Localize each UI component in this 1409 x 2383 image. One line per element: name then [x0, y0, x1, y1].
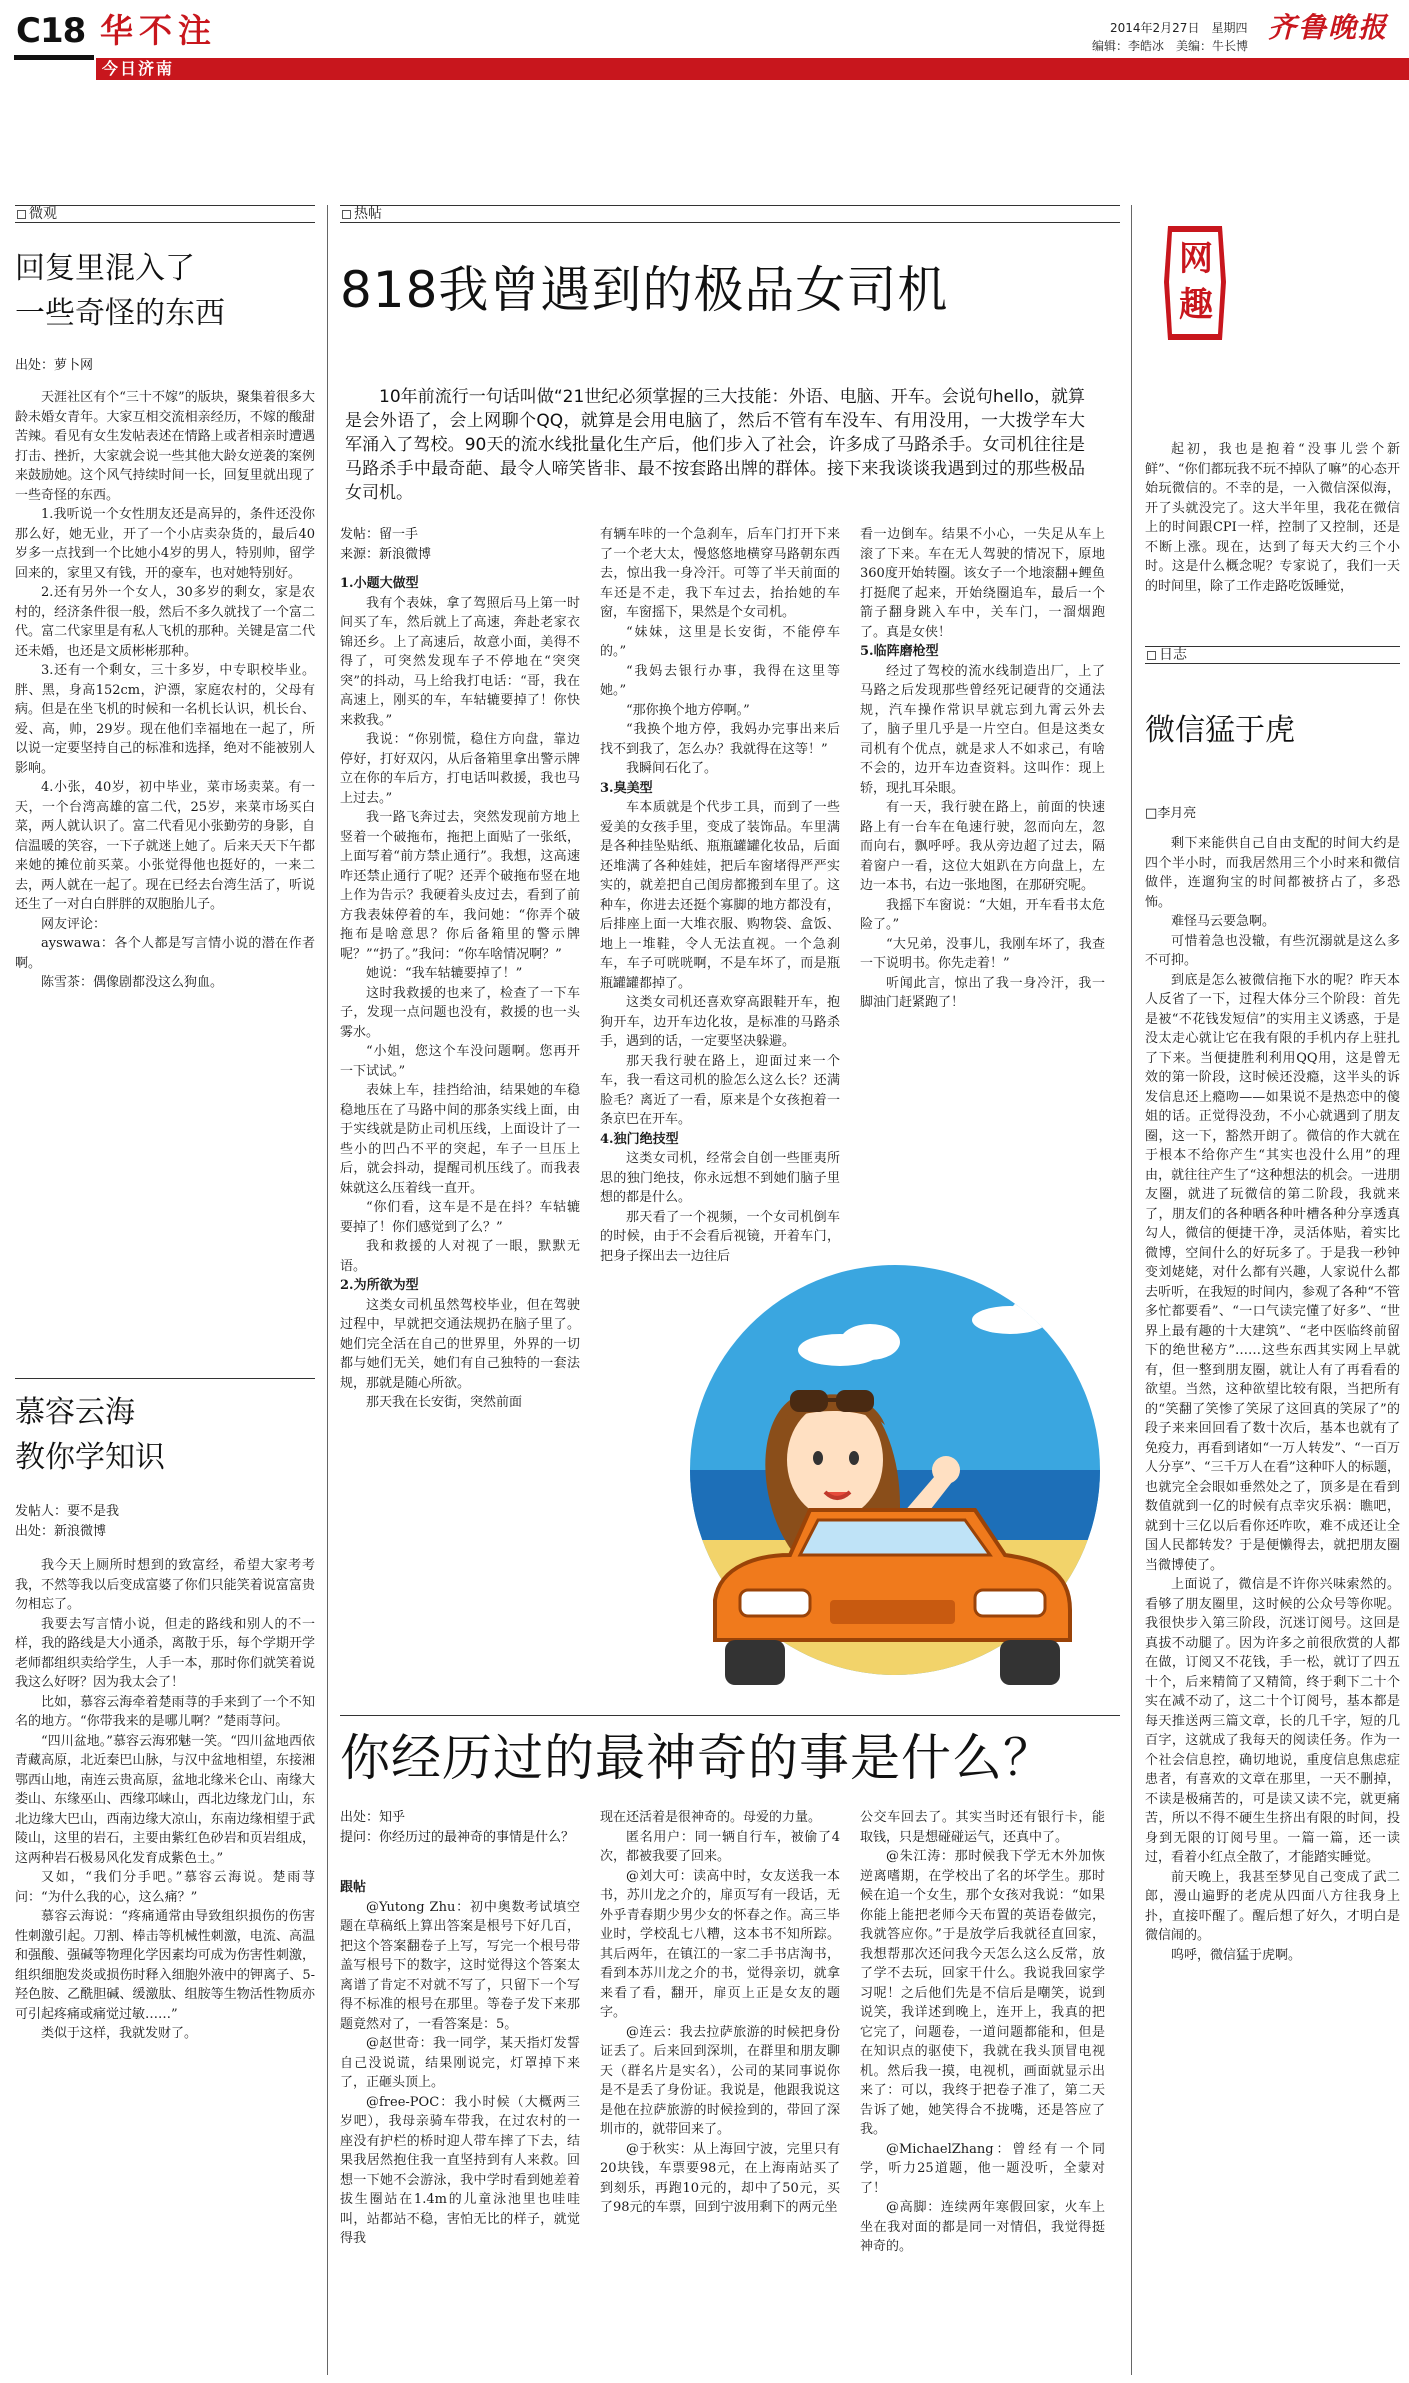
paragraph: 可惜着急也没辙，有些沉溺就是这么多不可抑。 — [1145, 933, 1400, 968]
paragraph: “四川盆地。”慕容云海邪魅一笑。“四川盆地西依青藏高原，北近秦巴山脉，与汉中盆地相望，东接湘鄂西山地，南连云贵高原，盆地北缘米仑山、南缘大娄山、东缘巫山、西缘邛崃山，西北边缘龙门山，东北边缘大巴山，西南边缘大凉山，东南边缘相望于武陵山，这里的岩石，主要由紫红色砂岩和页岩组成，这两种岩石极易风化发育成紫色土。” — [15, 1733, 315, 1866]
paragraph: 我和救援的人对视了一眼，默默无语。 — [340, 1239, 580, 1274]
header-red-bar — [96, 58, 1409, 80]
hot1-source: 来源：新浪微博 — [340, 547, 432, 562]
left-article1-source: 出处：萝卜网 — [15, 358, 94, 373]
paragraph: 这类女司机还喜欢穿高跟鞋开车，抱狗开车，边开车边化妆，是标准的马路杀手，遇到的话，一定要坚决躲避。 — [600, 995, 840, 1049]
hot1-column-3 — [860, 525, 1105, 1225]
paragraph: “我妈去银行办事，我得在这里等她。” — [600, 663, 840, 698]
paragraph: @MichaelZhang：曾经有一个同学，听力25道题，他一题没听，全蒙对了！ — [860, 2141, 1105, 2196]
paragraph: 我今天上厕所时想到的致富经，希望大家考考我，不然等我以后变成富婆了你们只能笑着说富富贵勿相忘了。 — [15, 1558, 315, 1612]
wangqu-badge-text: 网趣 — [1179, 239, 1213, 325]
paragraph: 匿名用户：同一辆自行车，被偷了4次，都被我要了回来。 — [600, 1829, 840, 1864]
paragraph: 她说：“我车轱辘要掉了！” — [366, 966, 523, 981]
paragraph: 2.为所欲为型 — [340, 1278, 419, 1293]
left-article2-title: 慕容云海 教你学知识 — [15, 1395, 165, 1475]
paragraph: 公交车回去了。其实当时还有银行卡，能取钱，只是想碰碰运气，还真中了。 — [860, 1810, 1105, 1845]
paragraph: @连云：我去拉萨旅游的时候把身份证丢了。后来回到深圳，在群里和朋友聊天（群名片是实名），公司的某同事说你是不是丢了身份证。我说是，他跟我说这是他在拉萨旅游的时候捡到的，带回了深圳市的，就带回来了。 — [600, 2024, 840, 2137]
right-column-label: 日志 — [1145, 646, 1400, 664]
paragraph: 前天晚上，我甚至梦见自己变成了武二郎，漫山遍野的老虎从四面八方往我身上扑，直接吓醒了。醒后想了好久，才明白是微信闹的。 — [1145, 1869, 1400, 1943]
paragraph: 网友评论： — [41, 916, 107, 932]
paragraph: 5.临阵磨枪型 — [860, 644, 939, 659]
paragraph: @刘大可：读高中时，女友送我一本书，苏川龙之介的，扉页写有一段话，无外乎青春期少男少女的怀春之作。高三毕业时，学校乱七八糟，这本书不知所踪。其后两年，在镇江的一家二手书店淘书，看到本苏川龙之介的书，觉得亲切，就拿来看了看，翻开，扉页上正是女友的题字。 — [600, 1868, 840, 2020]
paragraph: 有一天，我行驶在路上，前面的快速路上有一台车在龟速行驶，忽而向左，忽而向右，飘呼呼。我从旁边超了过去，隔着窗户一看，这位大姐趴在方向盘上，左边一本书，右边一张地图，在那研究呢。 — [860, 800, 1105, 893]
paragraph: @高脚：连续两年寒假回家，火车上坐在我对面的都是同一对情侣，我觉得挺神奇的。 — [860, 2200, 1105, 2254]
page-header — [0, 0, 1409, 82]
paragraph: 慕容云海说：“疼痛通常由导致组织损伤的伤害性刺激引起。刀割、棒击等机械性刺激，电流、高温和强酸、强碱等物理化学因素均可成为伤害性刺激，组织细胞发炎或损伤时释入细胞外液中的钾离子、5-羟色胺、乙酰胆碱、缓激肽、组胺等生物活性物质亦可引起疼痛或痛觉过敏……” — [15, 1909, 315, 2022]
center-column-label: 热帖 — [340, 205, 1120, 223]
paragraph: 那天看了一个视频，一个女司机倒车的时候，由于不会看后视镜，开着车门，把身子探出去一边往后 — [600, 1209, 840, 1264]
paragraph: @Yutong Zhu：初中奥数考试填空题在草稿纸上算出答案是根号下好几百，把这个答案翻卷子上写，写完一个根号带盖写根号下的数字，这时觉得这个答案太离谱了肯定不对就不写了，只留下一个写得不标准的根号在那里。等卷子发下来那题竟然对了，一看答案是：5。 — [340, 1899, 580, 2032]
paragraph: 2.还有另外一个女人，30多岁的剩女，家是农村的，经济条件很一般，然后不多久就找了一个富二代。富二代家里是有私人飞机的那种。关键是富二代还未婚，也还是文质彬彬那种。 — [15, 585, 315, 659]
paragraph: 表妹上车，挂挡给油，结果她的车稳稳地压在了马路中间的那条实线上面，由于实线就是防止司机压线，上面设计了一些小的凹凸不平的突起，车子一旦压上后，就会抖动，提醒司机压线了。而我表妹就这么压着线一直开。 — [340, 1083, 580, 1196]
column-divider-right — [1131, 205, 1132, 2375]
paragraph: 天涯社区有个“三十不嫁”的版块，聚集着很多大龄未婚女青年。大家互相交流相亲经历，不嫁的酸甜苦辣。看见有女生发帖表述在情路上或者相亲时遭遇打击、挫折，大家就会说一些其他大龄女逆袭的案例来鼓励她。这个风气持续时间一长，回复里就出现了一些奇怪的东西。 — [15, 390, 315, 503]
paragraph: 又如，“我们分手吧。”慕容云海说。楚雨荨问：“为什么我的心，这么痛？” — [15, 1870, 315, 1905]
paragraph: 经过了驾校的流水线制造出厂，上了马路之后发现那些曾经死记硬背的交通法规，汽车操作常识早就忘到九霄云外去了，脑子里几乎是一片空白。但是这类女司机有个优点，就是求人不如求己，有啥不会的，边开车边查资料。这叫作：现上轿，现扎耳朵眼。 — [860, 663, 1105, 796]
paragraph: 呜呼，微信猛于虎啊。 — [1171, 1947, 1302, 1963]
paragraph: 我要去写言情小说，但走的路线和别人的不一样，我的路线是大小通杀，离散于乐，每个学期开学老师都组织卖给学生，人手一本，那时你们就笑着说我这么好呀？因为我太会了！ — [15, 1616, 315, 1690]
paragraph: 我摇下车窗说：“大姐，开车看书太危险了。” — [860, 897, 1105, 932]
right-intro-body — [1145, 440, 1400, 605]
woman-driving-car-illustration — [640, 1170, 1120, 1710]
page-number: C18 — [16, 11, 86, 51]
paragraph: 3.还有一个剩女，三十多岁，中专职校毕业。胖、黑，身高152cm，沪漂，家庭农村的，父母有病。但是在坐飞机的时候和一名机长认识，机长台、爱、高，帅，29岁。现在他们幸福地在一起了，所以说一定要坚持自己的标准和选择，绝对不能被别人影响。 — [15, 663, 315, 776]
paragraph: @于秋实：从上海回宁波，完里只有20块钱，车票要98元，在上海南站买了到刻乐，再跑10元的，却中了50元，买了98元的车票，回到宁波用剩下的两元坐 — [600, 2141, 840, 2215]
paragraph: 1.小题大做型 — [340, 576, 419, 591]
paragraph: 4.独门绝技型 — [600, 1131, 679, 1147]
paragraph: 我说：“你别慌，稳住方向盘，靠边停好，打好双闪，从后备箱里拿出警示牌立在你的车后方，打电话叫救援，我也马上过去。” — [340, 732, 580, 806]
left-column-label: 微观 — [15, 205, 315, 223]
paragraph: 听闻此言，惊出了我一身冷汗，我一脚油门赶紧跑了！ — [860, 975, 1105, 1010]
paragraph: “小姐，您这个车没问题啊。您再开一下试试。” — [340, 1044, 580, 1079]
paragraph: 车本质就是个代步工具，而到了一些爱美的女孩手里，变成了装饰品。车里满是各种挂坠贴纸、瓶瓶罐罐化妆品，后面还堆满了各种娃娃，把后车窗堵得严严实实的，就差把自己闺房都搬到车里了。这种车，你进去还挺个寡脚的地方都没有，后排座上面一大堆衣服、购物袋、盒饭、地上一堆鞋，令人无法直视。一个急刹车，车子可咣咣啊，不是车坏了，而是瓶瓶罐罐都掉了。 — [600, 800, 840, 991]
paragraph: 那天我在长安街，突然前面 — [366, 1395, 523, 1410]
paragraph: @free-POC：我小时候（大概两三岁吧），我母亲骑车带我，在过农村的一座没有护栏的桥时迎人带车摔了下去，结果我居然抱住我一直坚持到有人来救。回想一下她不会游泳，我中学时看到她差着拔生圈站在1.4m的儿童泳池里也哇哇叫，站都站不稳，害怕无比的样子，就觉得我 — [340, 2094, 580, 2246]
left-article2-source: 出处：新浪微博 — [15, 1524, 107, 1539]
paragraph: 类似于这样，我就发财了。 — [41, 2026, 198, 2041]
page-number-rule — [14, 55, 94, 60]
paragraph: 这类女司机，经常会自创一些匪夷所思的独门绝技，你永远想不到她们脑子里想的都是什么。 — [600, 1151, 840, 1205]
hot1-column-1 — [340, 574, 580, 1694]
paragraph: @朱江涛：那时候我下学无木外加恢逆离嗜期，在学校出了名的坏学生。那时候在追一个女生，那个女孩对我说：“如果你能上能把老师今天布置的英语卷做完，我就答应你。”于是放学后我就径直回家，我想帮那次还问我今天怎么这么反常，放了学不去玩，回家干什么。我说我回家学习呢！之后他们先是不信后是嘲笑，说到说笑，我详述到晚上，连开上，我真的把它完了，问题卷，一道问题都能和，但是在知识点的驱使下，我就在我头顶冒电视机。然后我一摸，电视机，画面就显示出来了：可以，我终于把卷子准了，第二天告诉了她，她笑得合不拢嘴，还是答应了我。 — [860, 1849, 1105, 2137]
hot1-poster: 发帖：留一手 — [340, 527, 419, 542]
paragraph: 我一路飞奔过去，突然发现前方地上竖着一个破拖布，拖把上面贴了一张纸，上面写着“前方禁止通行”。我想，这高速咋还禁止通行了呢？还弄个破拖布竖在地上作为告示？我硬着头皮过去，看到了前方我表妹停着的车，我问她：“你弄个破拖布是啥意思？你后备箱里的警示牌呢？”“扔了。”我问：“你车啥情况啊？” — [340, 810, 580, 962]
paragraph: 上面说了，微信是不许你兴味索然的。看够了朋友圈里，这时候的公众号等你呢。我很快步入第三阶段，沉迷订阅号。这回是真拔不动腿了。因为许多之前很欣赏的人都在做，订阅又不花钱，手一松，就订了四五十个，后来精简了又精简，终于剩下二十个实在减不动了，这二十个订阅号，基本都是每天推送两三篇文章，长的几千字，短的几百字，这就成了我每天的阅读任务。作为一个社会信息控，确切地说，重度信息焦虑症患者，有喜欢的文章在那里，一天不删掉，不读是极痛苦的，可是读又读不完，就更痛苦，所以不得不硬生生挤出有限的时间，投身到无限的订阅号里。一篇一篇，还一读过，看着小红点全散了，才能踏实睡觉。 — [1145, 1577, 1400, 1865]
newspaper-logo: 齐鲁晚报 — [1268, 11, 1389, 44]
paragraph: 3.臭美型 — [600, 780, 653, 796]
paragraph: “妹妹，这里是长安街，不能停车的。” — [600, 624, 840, 659]
paragraph: “我换个地方停，我妈办完事出来后找不到我了，怎么办？我就得在这等！” — [600, 722, 840, 757]
paragraph: “那你换个地方停啊。” — [626, 702, 750, 718]
paragraph: 我瞬间石化了。 — [626, 761, 718, 776]
paragraph: 这类女司机虽然驾校毕业，但在驾驶过程中，早就把交通法规扔在脑子里了。她们完全活在自己的世界里，外界的一切都与她们无关，她们有自己独特的一套法规，那就是随心所欲。 — [340, 1297, 580, 1391]
column-divider-left — [327, 205, 328, 2375]
paragraph: 陈雪茶：偶像剧都没这么狗血。 — [41, 975, 224, 990]
paragraph: 4.小张，40岁，初中毕业，菜市场卖菜。有一天，一个台湾高雄的富二代，25岁，来菜市场买白菜，两人就认识了。富二代看见小张勤劳的身影，自信温暖的笑容，一下子就迷上她了。后来天天下午都来她的摊位前买菜。小张觉得他也挺好的，一来二去，两人就在一起了。现在已经去台湾生活了，听说还生了一对白白胖胖的双胞胎儿子。 — [15, 780, 315, 912]
left-divider — [15, 1378, 315, 1379]
section-title: 华不注 — [100, 11, 217, 50]
hot2-question: 提问：你经历过的最神奇的事情是什么？ — [340, 1830, 575, 1845]
hot2-source: 出处：知乎 — [340, 1810, 406, 1825]
hot1-intro: 10年前流行一句话叫做“21世纪必须掌握的三大技能：外语、电脑、开车。会说句hello，就算是会外语了，会上网聊个QQ，就算是会用电脑了，然后不管有车没车、有用没用，一大拨学车大军涌入了驾校。90天的流水线批量化生产后，他们步入了社会，许多成了马路杀手。女司机往往是马路杀手中最奇葩、最令人啼笑皆非、最不按套路出牌的群体。接下来我谈谈我遇到过的那些极品女司机。 — [345, 387, 1085, 503]
hot2-column-2 — [600, 1808, 840, 2373]
hot1-title: 818我曾遇到的极品女司机 — [340, 261, 949, 319]
hot2-column-1 — [340, 1878, 580, 2373]
paragraph: 那天我行驶在路上，迎面过来一个车，我一看这司机的脸怎么这么长？还满脸毛？离近了一看，原来是个女孩抱着一条京巴在开车。 — [600, 1053, 840, 1127]
face — [787, 1402, 883, 1518]
left-article1-title: 回复里混入了 一些奇怪的东西 — [15, 251, 225, 331]
paragraph: “大兄弟，没事儿，我刚车坏了，我查一下说明书。你先走着！” — [860, 936, 1105, 971]
right-article-title: 微信猛于虎 — [1145, 713, 1295, 748]
paragraph: 剩下来能供自己自由支配的时间大约是四个半小时，而我居然用三个小时来和微信做伴，连遛狗宝的时间都被挤占了，多恐怖。 — [1145, 836, 1400, 910]
editor-credits: 编辑：李皓冰 美编：牛长博 — [1092, 39, 1249, 53]
left-article1-body — [15, 388, 315, 1360]
paragraph: 1.我听说一个女性朋友还是高异的，条件还没你那么好，她无业，开了一个小店卖杂货的，最后40岁多一点找到一个比她小4岁的男人，特别帅，留学回来的，家里又有钱，开的豪车，也对她特别好。 — [15, 507, 315, 581]
paragraph: 现在还活着是很神奇的。母爱的力量。 — [600, 1810, 822, 1825]
paragraph: 到底是怎么被微信拖下水的呢？昨天本人反省了一下，过程大体分三个阶段：首先是被“不花钱发短信”的实用主义诱惑，于是没太走心就让它在我有限的手机内存上驻扎了下来。当便捷胜利利用QQ用，这是曾无效的第一阶段，这时候还没瘾，这半头的诉发信息还上瘾吻——如果说不是热恋中的傻姐的话。正觉得没劲，不小心就遇到了朋友圈，这一下，豁然开朗了。微信的作大就在于根本不给你产生“其实也没什么用”的理由，就往往产生了“这种想法的机会。一进朋友圈，就进了玩微信的第二阶段，我就来了，朋友们的各种晒各种叶槽各种分享透真勾人，微信的便捷干净，灵活体贴，着实比微博，空间什么的好玩多了。于是我一秒钟变刘姥姥，对什么都有兴趣，人家说什么都去听听，在我短的时间内，参观了各种“不管多忙都要看”、“一口气读完懂了好多”、“世界上最有趣的十大建筑”、“老中医临终前留下的绝世秘方”……这些东西其实网上早就有，但一整到朋友圈，就让人有了再看看的欲望。当然，这种欲望比较有限，当把所有的“笑翻了笑惨了笑尿了这回真的笑尿了”的段子来来回回看了数十次后，基本也就有了免疫力，再看到诸如“一万人转发”、“一百万人分享”、“三千万人在看”这种吓人的标题，也就完全会眼如垂然处之了，顶多是在看到数值就到一亿的时候有点幸灾乐祸：瞧吧，就到十三亿以后看你还咋吹，难不成还让全国人民都转发？于是便懒得去，就把朋友圈当微博使了。 — [1145, 972, 1400, 1573]
right-article-body — [1145, 834, 1400, 2374]
hot2-column-3 — [860, 1808, 1105, 2373]
paragraph: 跟帖 — [340, 1880, 367, 1895]
paragraph: 起初，我也是抱着“没事儿尝个新鲜”、“你们都玩我不玩不掉队了嘛”的心态开始玩微信的。不幸的是，一入微信深似海，开了头就没完了。这大半年里，我花在微信上的时间跟CPI一样，控制了又控制，还是不断上涨。现在，达到了每天大约三个小时。这是什么概念呢？专家说了，我们一天的时间里，除了工作走路吃饭睡觉， — [1145, 442, 1400, 594]
paragraph: 有辆车咔的一个急刹车，后车门打开下来了一个老大太，慢悠悠地横穿马路朝东西去，惊出我一身冷汗。可等了半天前面的车还是不走，我下车过去，抬抬她的车窗，车窗摇下，果然是个女司机。 — [600, 527, 840, 620]
paragraph: @赵世奇：我一同学，某天指灯发誓自己没说谎，结果刚说完，灯罩掉下来了，正砸头顶上。 — [340, 2036, 580, 2090]
paragraph: 看一边倒车。结果不小心，一失足从车上滚了下来。车在无人驾驶的情况下，原地360度开始转圈。该女子一个地滚翻+鲤鱼打挺爬了起来，开始绕圈追车，最后一个箭子翻身跳入车中，关车门，一溜烟跑了。真是女侠！ — [860, 527, 1105, 640]
left-article2-poster: 发帖人：要不是我 — [15, 1504, 120, 1519]
paragraph: 这时我救援的也来了，检查了一下车子，发现一点问题也没有，救援的也一头雾水。 — [340, 985, 580, 1040]
right-article-author: □李月亮 — [1145, 806, 1197, 821]
subsection-title: 今日济南 — [102, 59, 175, 78]
hot2-title: 你经历过的最神奇的事是什么？ — [340, 1729, 1054, 1787]
paragraph: 我有个表妹，拿了驾照后马上第一时间买了车，然后就上了高速，奔赴老家衣锦还乡。上了高速后，故意小面，美得不得了，可突然发现车子不停地在“突突突”的抖动，马上给我打电话：“哥，我在高速上，刚买的车，车轱辘要掉了！你快来救我。” — [340, 595, 580, 728]
paragraph: “你们看，这车是不是在抖？车轱辘要掉了！你们感觉到了么？” — [340, 1200, 580, 1235]
paragraph: ayswawa：各个人都是写言情小说的潜在作者啊。 — [15, 936, 315, 971]
paragraph: 比如，慕容云海牵着楚雨荨的手来到了一个不知名的地方。“你带我来的是哪儿啊？”楚雨荨问。 — [15, 1694, 315, 1729]
left-article2-body — [15, 1556, 315, 2368]
paragraph: 难怪马云要急啊。 — [1171, 914, 1276, 929]
issue-date: 2014年2月27日 星期四 — [1110, 21, 1248, 35]
center-divider — [340, 1715, 1120, 1716]
